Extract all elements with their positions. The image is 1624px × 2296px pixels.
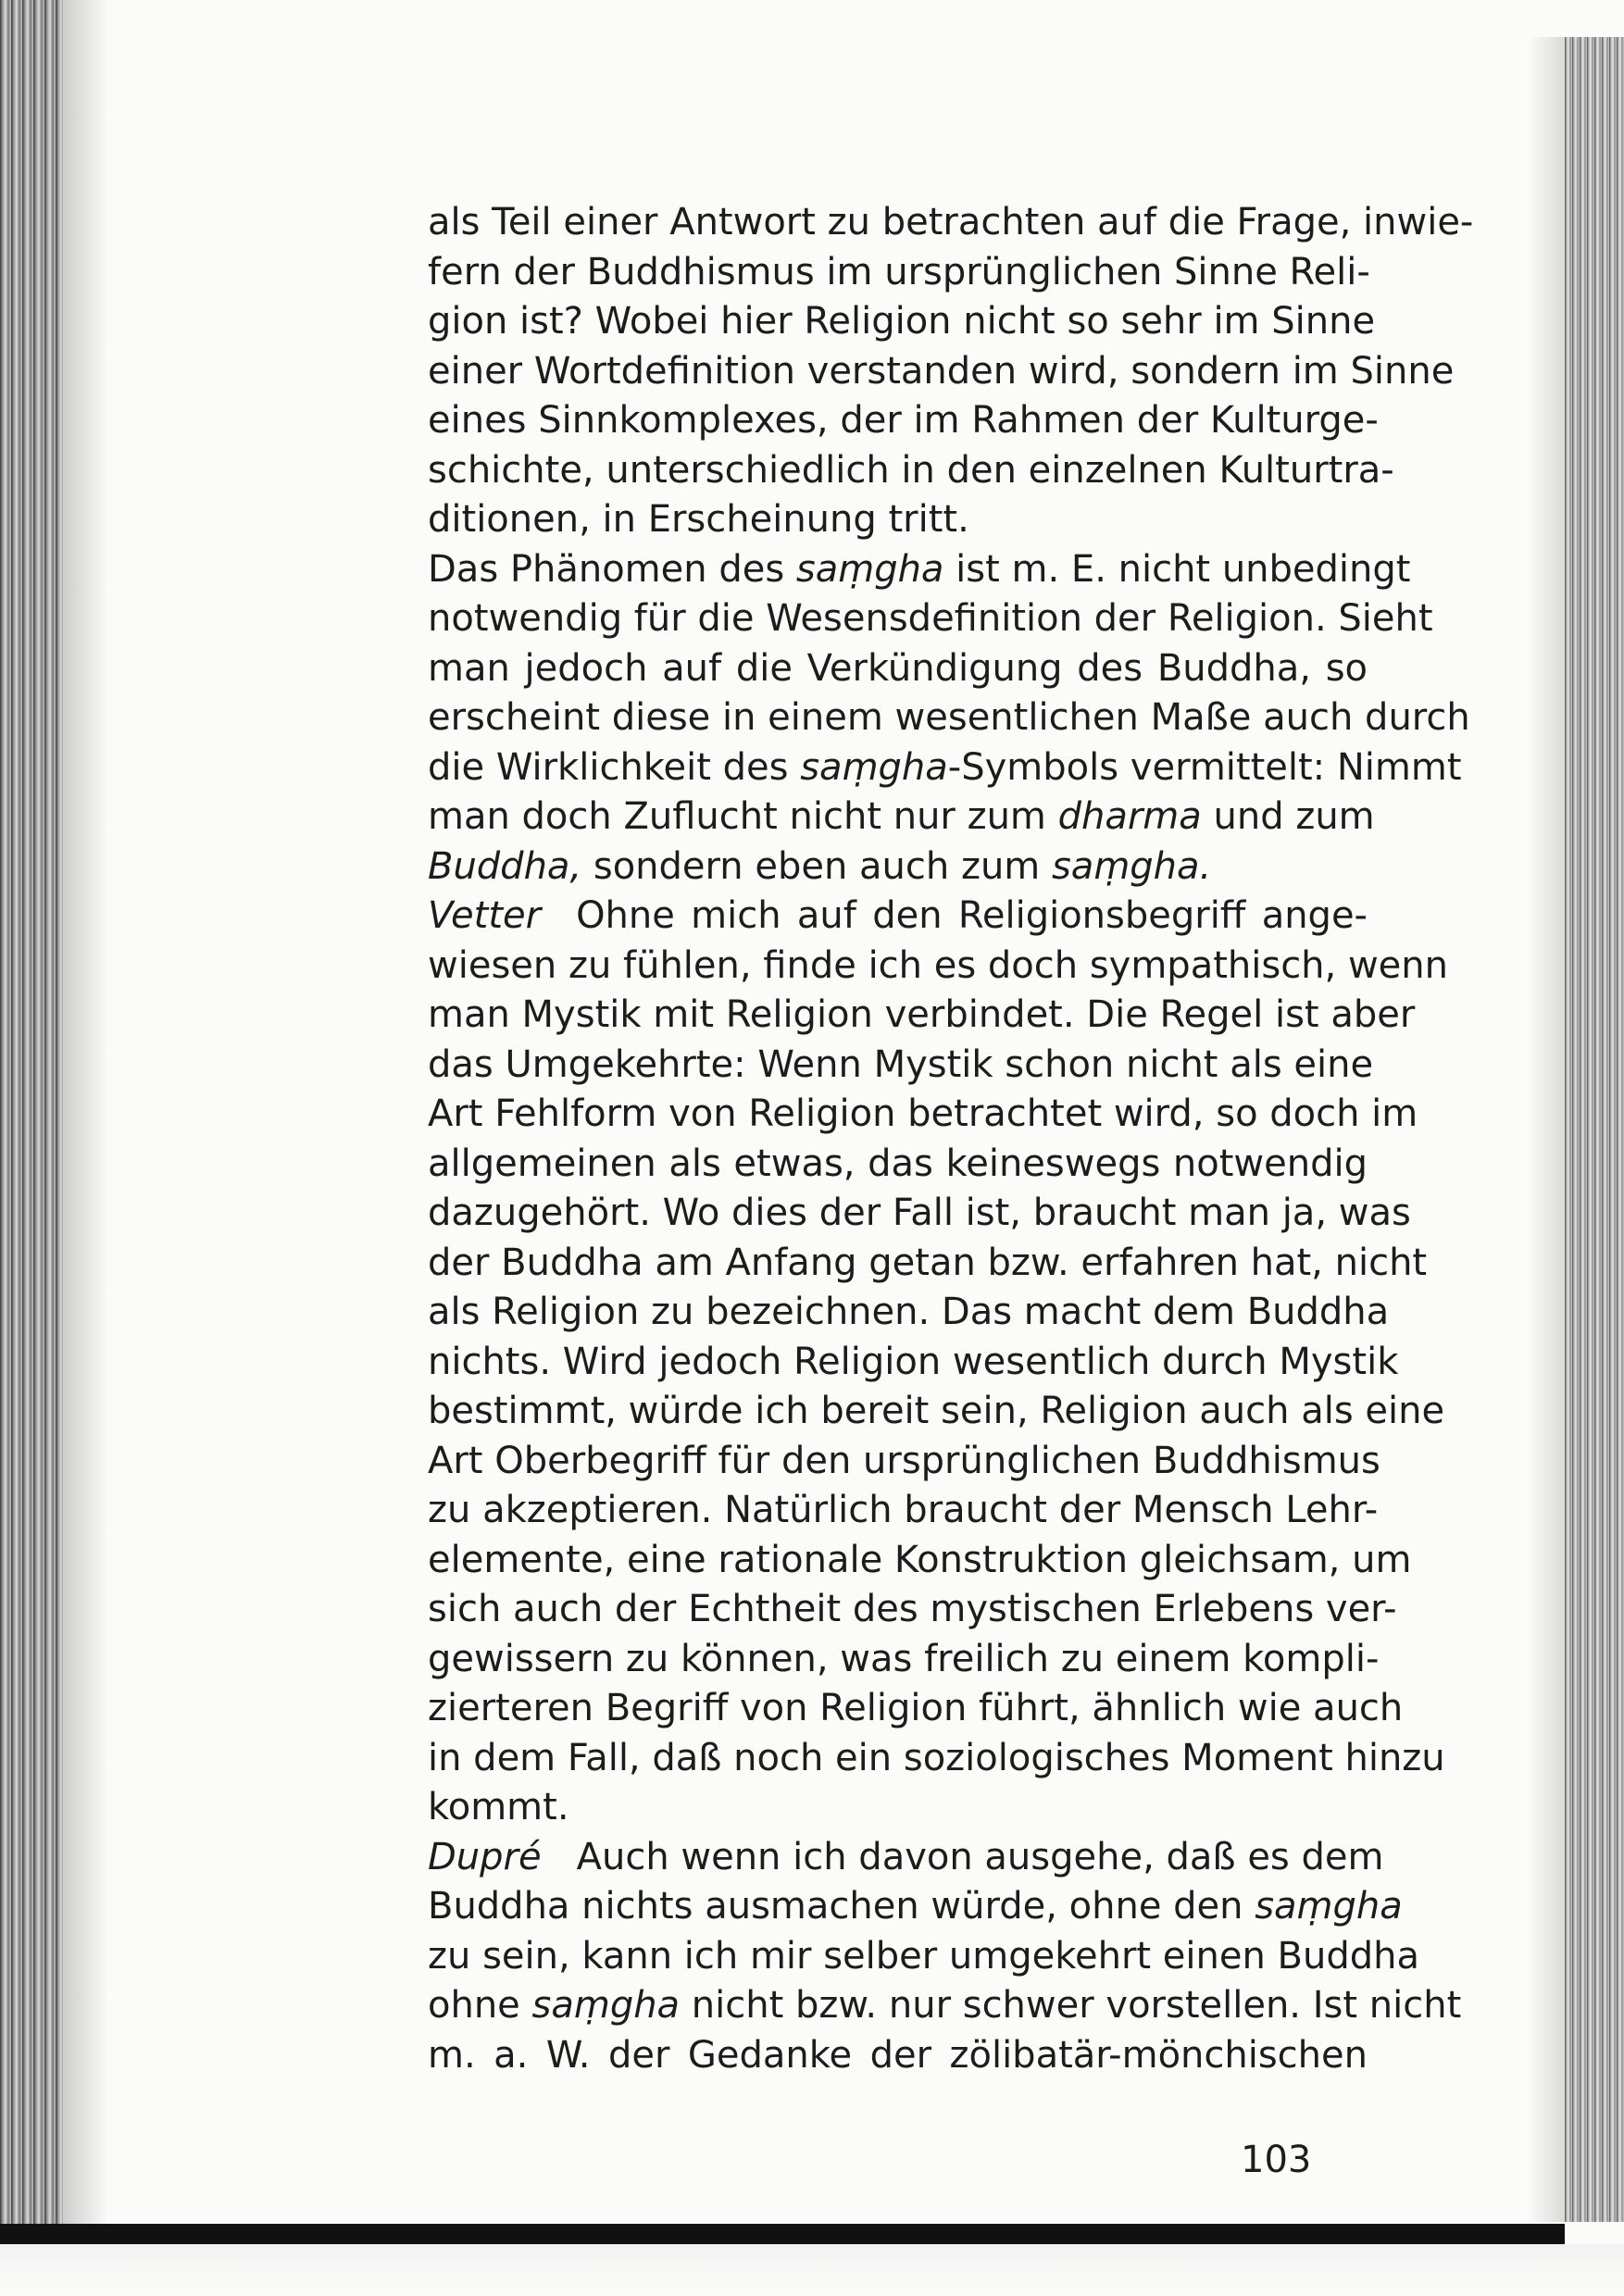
- text-segment: zu sein, kann ich mir selber umgekehrt einen Buddha: [428, 1934, 1419, 1978]
- speaker-name: Dupré: [428, 1835, 542, 1878]
- text-segment: und zum: [1201, 795, 1375, 838]
- text-line: [428, 991, 1416, 1041]
- text-line: [428, 198, 1474, 248]
- text-segment: zierteren Begriff von Religion führt, ähnlich wie auch: [428, 1687, 1404, 1729]
- text-segment: als Religion zu bezeichnen. Das macht dem Buddha: [428, 1291, 1390, 1333]
- text-segment: Auch wenn ich davon ausgehe, daß es dem: [576, 1835, 1384, 1878]
- text-segment: saṃgha: [800, 745, 948, 789]
- text-segment: Buddha,: [428, 844, 582, 888]
- text-line: [428, 1882, 1403, 1932]
- text-segment: ohne: [428, 1984, 532, 2027]
- text-line: [428, 1189, 1411, 1239]
- text-line: [428, 594, 1433, 644]
- text-segment: eines Sinnkomplexes, der im Rahmen der Kulturge-: [428, 399, 1379, 442]
- text-segment: ditionen, in Erscheinung tritt.: [428, 498, 969, 541]
- text-segment: saṃgha: [531, 1984, 681, 2027]
- text-segment: die Wirklichkeit des: [428, 745, 801, 789]
- text-line: [428, 1486, 1379, 1536]
- text-line: [428, 1833, 1384, 1883]
- page-number: 103: [1241, 2139, 1312, 2181]
- speaker-name: Vetter: [428, 894, 542, 937]
- scan-bottom-border: [0, 2224, 1565, 2244]
- text-line: [428, 1387, 1445, 1437]
- text-line: [428, 1981, 1462, 2031]
- text-segment: saṃgha: [1255, 1885, 1403, 1928]
- text-line: [428, 347, 1455, 397]
- text-segment: in dem Fall, daß noch ein soziologisches Moment hinzu: [428, 1736, 1445, 1779]
- text-segment: saṃgha: [795, 547, 944, 591]
- text-line: [428, 396, 1379, 446]
- text-segment: sondern eben auch zum: [581, 844, 1052, 888]
- text-segment: Art Oberbegriff für den ursprünglichen Buddhismus: [428, 1439, 1380, 1482]
- text-line: [428, 842, 1368, 892]
- text-segment: der Buddha am Anfang getan bzw. erfahren hat, nicht: [428, 1241, 1428, 1284]
- text-segment: gion ist? Wobei hier Religion nicht so sehr im Sinne: [428, 300, 1376, 343]
- text-segment: elemente, eine rationale Konstruktion gleichsam, um: [428, 1538, 1412, 1581]
- text-line: [428, 1932, 1419, 1982]
- text-segment: Buddha nichts ausmachen würde, ohne den: [428, 1885, 1255, 1928]
- text-segment: ist m. E. nicht unbedingt: [943, 547, 1411, 591]
- text-line: [428, 1585, 1397, 1635]
- text-segment: als Teil einer Antwort zu betrachten auf die Frage, inwie-: [428, 201, 1474, 243]
- text-segment: notwendig für die Wesensdefinition der Religion. Sieht: [428, 597, 1433, 640]
- text-segment: Art Fehlform von Religion betrachtet wird, so doch im: [428, 1092, 1418, 1135]
- text-segment: erscheint diese in einem wesentlichen Maße auch durch: [428, 696, 1470, 739]
- text-segment: nichts. Wird jedoch Religion wesentlich durch Mystik: [428, 1340, 1399, 1383]
- text-segment: das Umgekehrte: Wenn Mystik schon nicht als eine: [428, 1042, 1374, 1086]
- page-edge-shadow: [1565, 37, 1624, 2222]
- text-line: [428, 792, 1375, 842]
- text-line: [428, 1140, 1368, 1190]
- text-line: [428, 1684, 1404, 1734]
- text-line: [428, 1338, 1399, 1388]
- text-segment: fern der Buddhismus im ursprünglichen Sinne Reli-: [428, 250, 1370, 293]
- text-segment: Das Phänomen des: [428, 547, 796, 591]
- text-segment: nicht bzw. nur schwer vorstellen. Ist nicht: [680, 1984, 1462, 2027]
- text-line: [428, 1536, 1412, 1586]
- text-segment: schichte, unterschiedlich in den einzelnen Kulturtra-: [428, 448, 1394, 492]
- text-line: [428, 1239, 1428, 1289]
- scan-bottom-margin: [0, 2244, 1624, 2296]
- text-line: [428, 1090, 1418, 1140]
- text-line: [428, 892, 1368, 942]
- text-line: [428, 644, 1368, 694]
- text-line: [428, 545, 1411, 595]
- text-segment: man Mystik mit Religion verbindet. Die Regel ist aber: [428, 993, 1416, 1036]
- text-segment: man jedoch auf die Verkündigung des Buddha, so: [428, 646, 1368, 690]
- body-text: [428, 198, 1474, 2080]
- text-segment: saṃgha.: [1051, 844, 1212, 888]
- text-segment: zu akzeptieren. Natürlich braucht der Mensch Lehr-: [428, 1489, 1379, 1531]
- text-line: [428, 446, 1394, 496]
- text-line: [428, 1783, 1368, 1833]
- text-line: [428, 1734, 1445, 1784]
- text-segment: -Symbols vermittelt: Nimmt: [947, 745, 1462, 789]
- text-line: [428, 1437, 1380, 1487]
- text-segment: bestimmt, würde ich bereit sein, Religion auch als eine: [428, 1390, 1445, 1432]
- text-segment: sich auch der Echtheit des mystischen Erlebens ver-: [428, 1588, 1397, 1630]
- text-segment: man doch Zuflucht nicht nur zum: [428, 795, 1058, 838]
- text-line: [428, 1635, 1380, 1685]
- text-segment: dazugehört. Wo dies der Fall ist, braucht man ja, was: [428, 1192, 1411, 1234]
- text-line: [428, 693, 1470, 743]
- text-line: [428, 942, 1448, 992]
- text-segment: wiesen zu fühlen, finde ich es doch sympathisch, wenn: [428, 943, 1448, 987]
- text-line: [428, 1041, 1374, 1091]
- text-line: [428, 495, 1368, 545]
- text-segment: Ohne mich auf den Religionsbegriff ange-: [576, 894, 1368, 937]
- text-line: [428, 743, 1462, 793]
- text-line: [428, 248, 1368, 298]
- text-segment: allgemeinen als etwas, das keineswegs notwendig: [428, 1142, 1368, 1185]
- text-line: [428, 2031, 1368, 2081]
- text-segment: dharma: [1057, 795, 1202, 838]
- book-spine-shadow: [0, 0, 63, 2250]
- text-line: [428, 297, 1376, 347]
- text-segment: m. a. W. der Gedanke der zölibatär-mönchischen: [428, 2033, 1368, 2077]
- text-segment: gewissern zu können, was freilich zu einem kompli-: [428, 1637, 1380, 1680]
- text-segment: einer Wortdefinition verstanden wird, sondern im Sinne: [428, 349, 1455, 393]
- text-segment: kommt.: [428, 1786, 569, 1828]
- text-line: [428, 1288, 1390, 1338]
